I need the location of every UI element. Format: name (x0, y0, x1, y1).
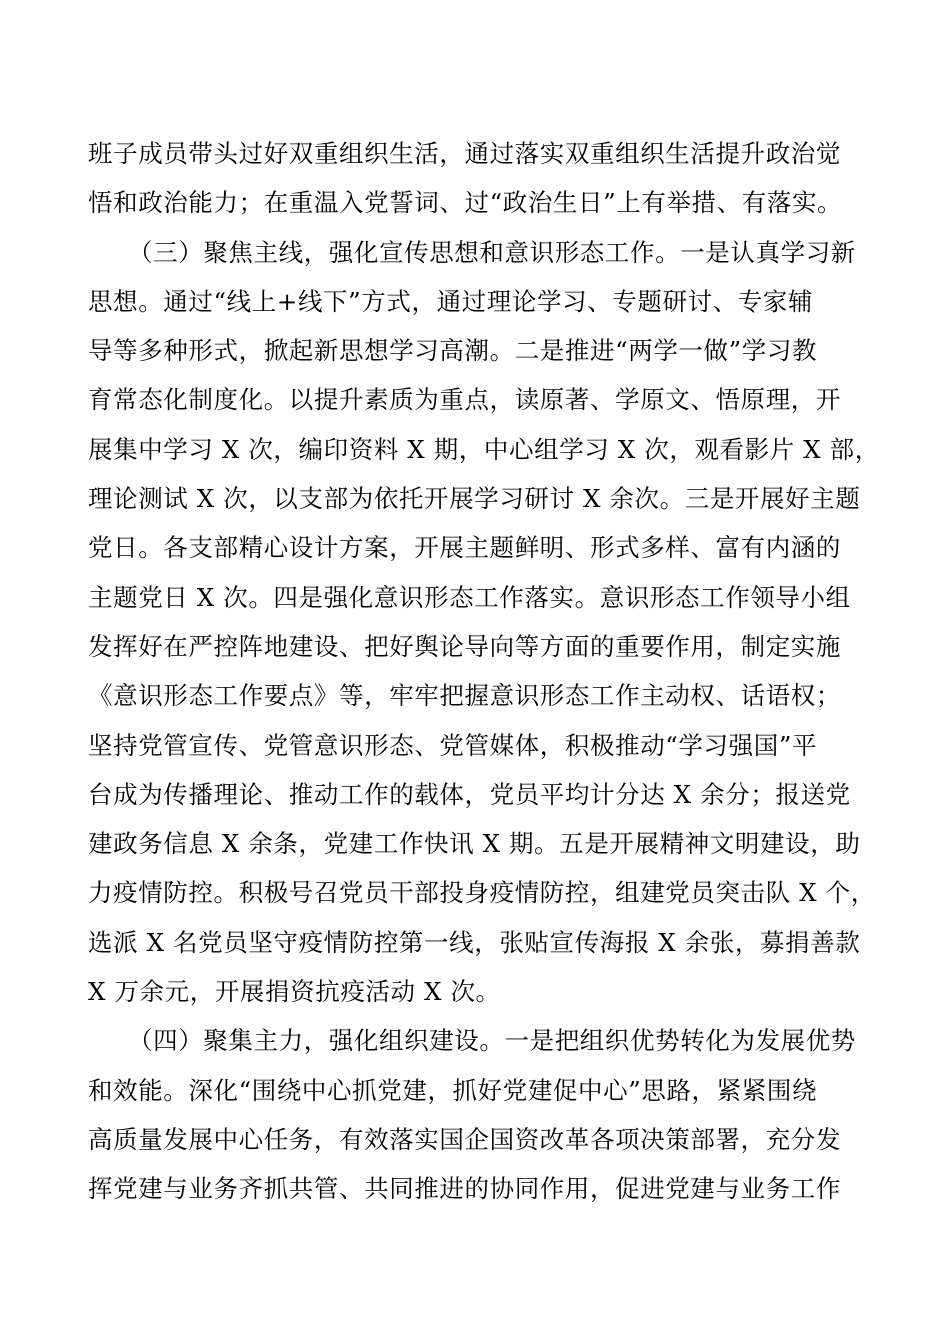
text-line-13: 坚持党管宣传、党管意识形态、党管媒体，积极推动“学习强国”平 (88, 730, 818, 760)
text-line-1: 班子成员带头过好双重组织生活，通过落实双重组织生活提升政治觉 (88, 139, 841, 168)
text-line-20: 和效能。深化“围绕中心抓党建，抓好党建促中心”思路，紧紧围绕 (88, 1075, 818, 1105)
text-line-21: 高质量发展中心任务，有效落实国企国资改革各项决策部署，充分发 (88, 1124, 841, 1154)
text-line-9: 党日。各支部精心设计方案，开展主题鲜明、形式多样、富有内涵的 (88, 533, 841, 563)
text-line-6: 育常态化制度化。以提升素质为重点，读原著、学原文、悟原理，开 (88, 385, 841, 415)
document-body (88, 129, 888, 1214)
section-heading-4: （四）聚集主力，强化组织建设。一是把组织优势转化为发展优势 (128, 1026, 856, 1056)
text-line-8: 理论测试 X 次，以支部为依托开展学习研讨 X 余次。三是开展好主题 (88, 484, 861, 514)
text-line-16: 力疫情防控。积极号召党员干部投身疫情防控，组建党员突击队 X 个， (88, 878, 876, 908)
text-line-10: 主题党日 X 次。四是强化意识形态工作落实。意识形态工作领导小组 (88, 582, 851, 612)
text-line-4: 思想。通过“线上+线下”方式，通过理论学习、专题研讨、专家辅 (88, 286, 814, 316)
text-line-14: 台成为传播理论、推动工作的载体，党员平均计分达 X 余分；报送党 (88, 779, 851, 809)
text-line-2: 悟和政治能力；在重温入党誓词、过“政治生日”上有举措、有落实。 (88, 188, 843, 218)
text-line-18: X 万余元，开展捐资抗疫活动 X 次。 (88, 977, 501, 1007)
text-line-15: 建政务信息 X 余条，党建工作快讯 X 期。五是开展精神文明建设，助 (88, 829, 861, 859)
text-line-12: 《意识形态工作要点》等，牢牢把握意识形态工作主动权、话语权； (88, 681, 841, 711)
text-line-7: 展集中学习 X 次，编印资料 X 期，中心组学习 X 次，观看影片 X 部， (88, 434, 880, 464)
text-line-17: 选派 X 名党员坚守疫情防控第一线，张贴宣传海报 X 余张，募捐善款 (88, 927, 861, 957)
text-line-5: 导等多种形式，掀起新思想学习高潮。二是推进“两学一做”学习教 (88, 336, 818, 366)
text-line-22: 挥党建与业务齐抓共管、共同推进的协同作用，促进党建与业务工作 (88, 1174, 841, 1204)
section-heading-3: （三）聚焦主线，强化宣传思想和意识形态工作。一是认真学习新 (128, 237, 856, 267)
text-line-11: 发挥好在严控阵地建设、把好舆论导向等方面的重要作用，制定实施 (88, 631, 841, 661)
